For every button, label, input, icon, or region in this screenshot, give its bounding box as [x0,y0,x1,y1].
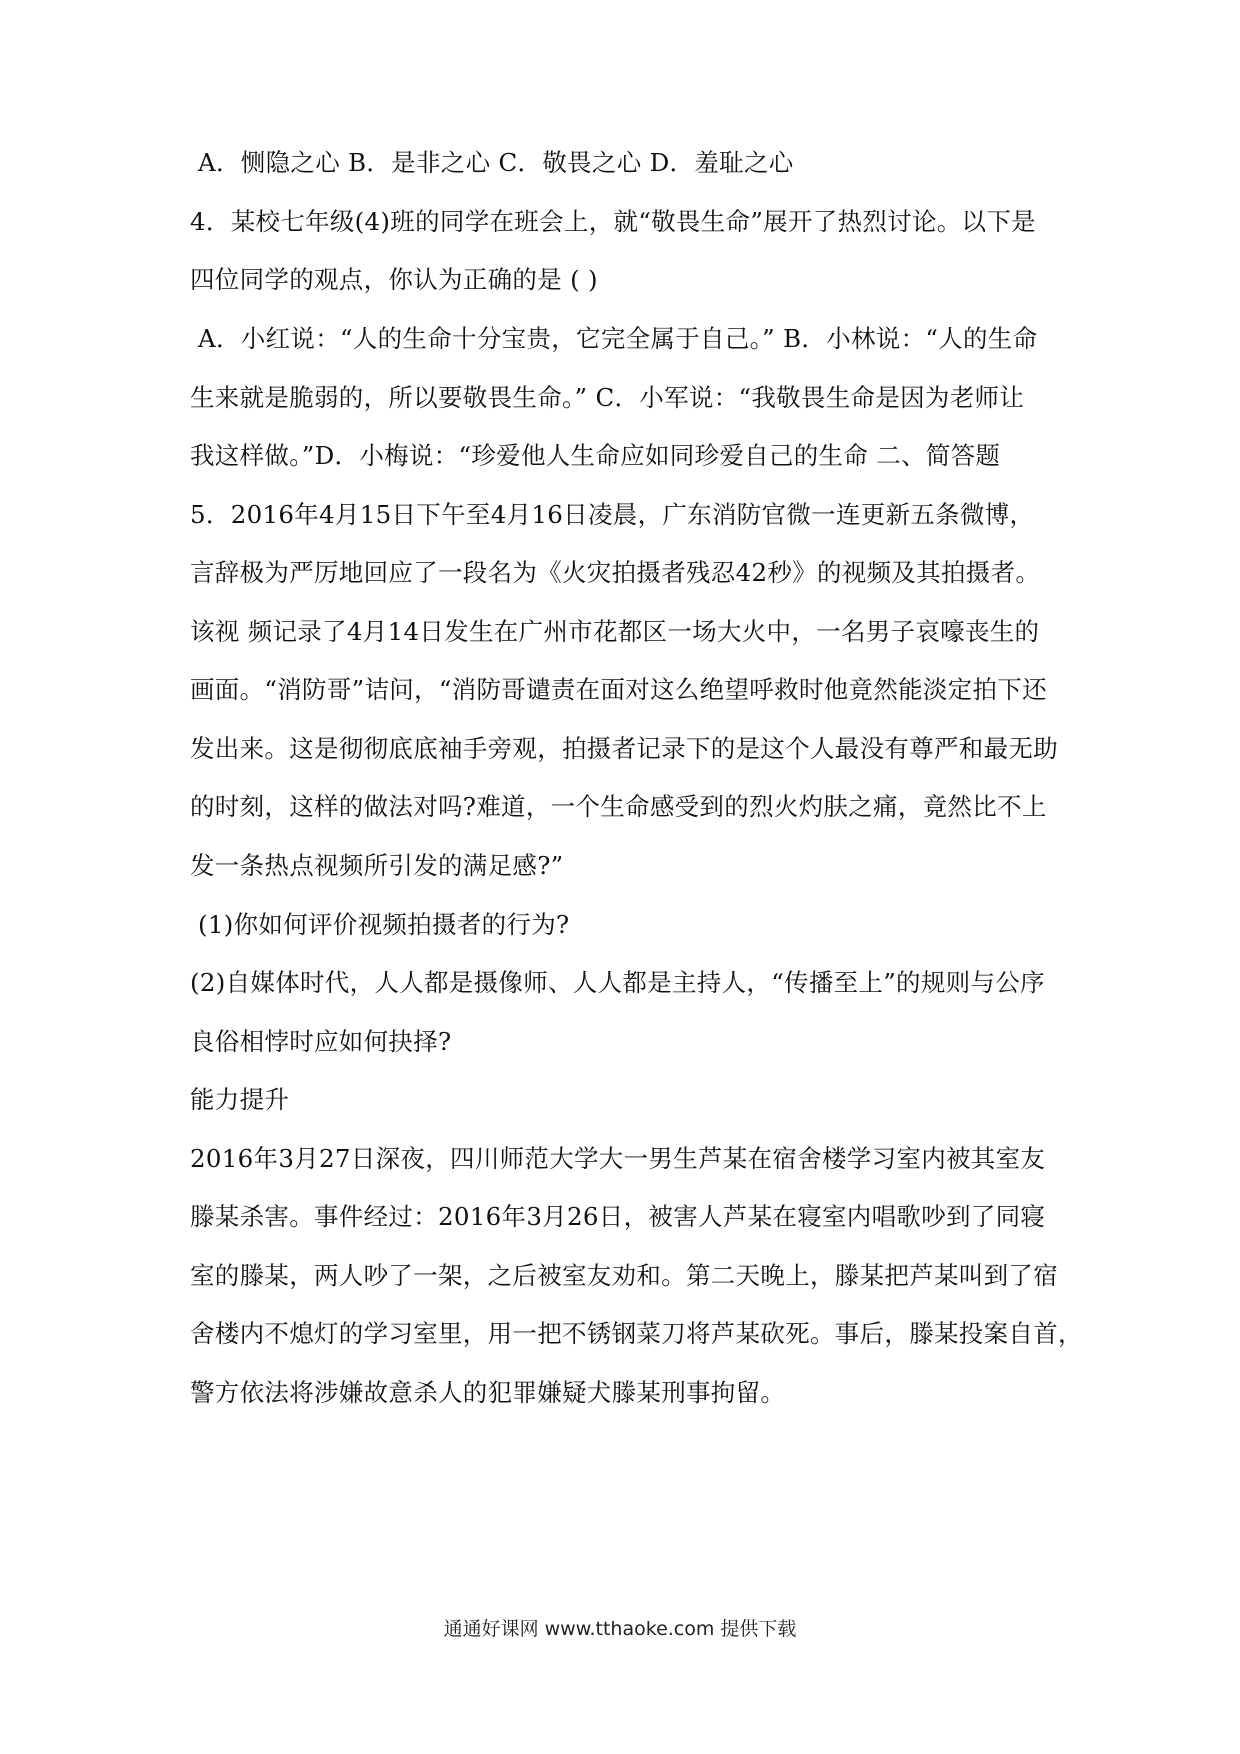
case-paragraph-line-4: 舍楼内不熄灯的学习室里，用一把不锈钢菜刀将芦某砍死。事后，滕某投案自首， [190,1319,1083,1348]
q5-paragraph-line-2: 言辞极为严厉地回应了一段名为《火灾拍摄者残忍42秒》的视频及其拍摄者。 [190,558,1041,587]
case-paragraph-line-1: 2016年3月27日深夜，四川师范大学大一男生芦某在宿舍楼学习室内被其室友 [190,1144,1046,1173]
case-paragraph-line-3: 室的滕某，两人吵了一架，之后被室友劝和。第二天晚上，滕某把芦某叫到了宿 [190,1261,1058,1290]
q4-options-line-1: A．小红说：“人的生命十分宝贵，它完全属于自己。” B．小林说：“人的生命 [198,324,1038,353]
q5-paragraph-line-5: 发出来。这是彻彻底底袖手旁观，拍摄者记录下的是这个人最没有尊严和最无助 [190,734,1058,763]
q5-subquestion-2-line-2: 良俗相悖时应如何抉择? [190,1027,452,1056]
page-footer-source: 通通好课网 www.tthaoke.com 提供下载 [443,1618,797,1640]
section-heading-ability: 能力提升 [190,1085,290,1114]
q4-stem-line-2: 四位同学的观点，你认为正确的是 ( ) [190,265,598,294]
q5-paragraph-line-4: 画面。“消防哥”诘问，“消防哥谴责在面对这么绝望呼救时他竟然能淡定拍下还 [190,675,1047,704]
q5-subquestion-2-line-1: (2)自媒体时代，人人都是摄像师、人人都是主持人，“传播至上”的规则与公序 [190,968,1045,997]
q4-options-line-3: 我这样做。”D．小梅说：“珍爱他人生命应如同珍爱自己的生命 二、简答题 [190,441,1001,470]
q5-paragraph-line-7: 发一条热点视频所引发的满足感?” [190,851,564,880]
q4-stem-line-1: 4．某校七年级(4)班的同学在班会上，就“敬畏生命”展开了热烈讨论。以下是 [190,207,1036,236]
q5-paragraph-line-1: 5．2016年4月15日下午至4月16日凌晨，广东消防官微一连更新五条微博， [190,500,1035,529]
case-paragraph-line-5: 警方依法将涉嫌故意杀人的犯罪嫌疑犬滕某刑事拘留。 [190,1378,786,1407]
q5-subquestion-1: (1)你如何评价视频拍摄者的行为? [198,910,570,939]
q4-options-line-2: 生来就是脆弱的，所以要敬畏生命。” C．小军说：“我敬畏生命是因为老师让 [190,383,1025,412]
q3-options: A．恻隐之心 B．是非之心 C．敬畏之心 D．羞耻之心 [198,148,794,177]
q5-paragraph-line-3: 该视 频记录了4月14日发生在广州市花都区一场大火中，一名男子哀嚎丧生的 [190,617,1040,646]
case-paragraph-line-2: 滕某杀害。事件经过：2016年3月26日，被害人芦某在寝室内唱歌吵到了同寝 [190,1202,1046,1231]
q5-paragraph-line-6: 的时刻，这样的做法对吗?难道，一个生命感受到的烈火灼肤之痛，竟然比不上 [190,792,1047,821]
